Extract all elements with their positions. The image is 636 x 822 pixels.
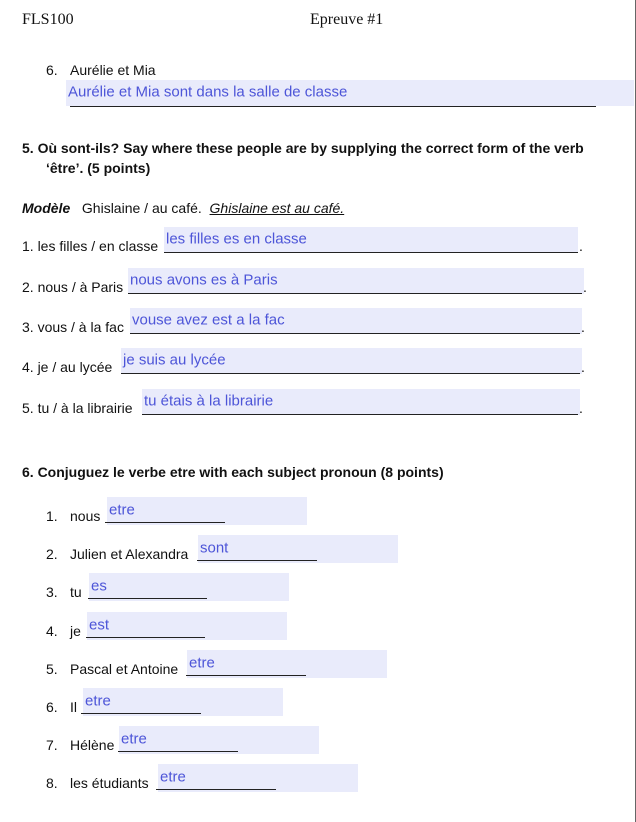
model-row xyxy=(22,200,344,216)
s5-item-4-answer: je suis au lycée xyxy=(123,351,226,369)
s5-item-2-answer: nous avons es à Paris xyxy=(130,271,278,289)
s5-item-5-answer: tu étais à la librairie xyxy=(144,392,274,410)
s6-item-1-answer-field[interactable] xyxy=(107,497,307,525)
s5-item-2-underline xyxy=(128,293,582,294)
s6-item-7-answer: etre xyxy=(121,730,147,748)
s5-item-4-prompt: 4. je / au lycée xyxy=(22,359,113,375)
s6-item-8-subject: les étudiants xyxy=(70,775,149,791)
q6-number: 6. xyxy=(46,62,58,78)
section5-heading-line2: ‘être’. (5 points) xyxy=(46,160,151,176)
s6-item-5-answer-field[interactable] xyxy=(187,650,387,678)
s6-item-1-number: 1. xyxy=(46,508,58,524)
s6-item-7-number: 7. xyxy=(46,737,58,753)
s5-item-2-period: . xyxy=(583,279,587,295)
section6-heading: 6. Conjuguez le verbe etre with each subject pronoun (8 points) xyxy=(22,464,444,480)
section5-heading: 5. Où sont-ils? Say where these people are by supplying the correct form of the verb xyxy=(22,140,584,156)
s6-item-3-number: 3. xyxy=(46,584,58,600)
q6-answer-field[interactable] xyxy=(66,80,634,106)
s6-item-4-answer: est xyxy=(89,616,110,634)
s5-item-4-underline xyxy=(121,373,580,374)
q6-prompt: Aurélie et Mia xyxy=(70,62,156,78)
s6-item-5-answer: etre xyxy=(189,654,215,672)
s5-item-3-underline xyxy=(130,333,580,334)
s5-item-5-prompt: 5. tu / à la librairie xyxy=(22,400,133,416)
q6-underline xyxy=(70,106,596,107)
s5-item-1-prompt: 1. les filles / en classe xyxy=(22,238,159,254)
q6-answer-value: Aurélie et Mia sont dans la salle de classe xyxy=(68,83,348,101)
s6-item-6-answer: etre xyxy=(85,692,111,710)
s6-item-4-number: 4. xyxy=(46,623,58,639)
s5-item-4-answer-field[interactable] xyxy=(121,348,582,374)
model-answer: Ghislaine est au café. xyxy=(209,200,345,216)
s6-item-6-subject: Il xyxy=(70,699,77,715)
s6-item-8-number: 8. xyxy=(46,775,58,791)
s6-item-8-underline xyxy=(156,789,276,790)
s5-item-2-prompt: 2. nous / à Paris xyxy=(22,279,124,295)
s6-item-2-answer-field[interactable] xyxy=(198,535,398,563)
s6-item-5-underline xyxy=(186,675,306,676)
s5-item-1-period: . xyxy=(579,238,583,254)
s6-item-5-number: 5. xyxy=(46,661,58,677)
s6-item-6-underline xyxy=(81,713,201,714)
s5-item-3-prompt: 3. vous / à la fac xyxy=(22,319,124,335)
s6-item-3-subject: tu xyxy=(70,584,82,600)
s5-item-3-period: . xyxy=(581,319,585,335)
s5-item-3-answer: vouse avez est a la fac xyxy=(132,311,285,329)
s6-item-3-underline xyxy=(88,598,207,599)
s6-item-7-answer-field[interactable] xyxy=(119,726,319,754)
s6-item-4-underline xyxy=(86,637,205,638)
s6-item-8-answer-field[interactable] xyxy=(158,764,358,792)
s6-item-1-subject: nous xyxy=(70,508,101,524)
s5-item-1-underline xyxy=(164,252,578,253)
exam-title: Epreuve #1 xyxy=(310,11,384,28)
s6-item-7-subject: Hélène xyxy=(70,737,115,753)
s5-item-5-underline xyxy=(142,414,578,415)
s5-item-4-period: . xyxy=(581,359,585,375)
s6-item-4-answer-field[interactable] xyxy=(87,612,287,640)
s6-item-3-answer-field[interactable] xyxy=(89,573,289,601)
s6-item-8-answer: etre xyxy=(160,768,186,786)
s6-item-7-underline xyxy=(118,751,238,752)
model-prompt: Ghislaine / au café. xyxy=(81,200,202,216)
s6-item-1-answer: etre xyxy=(109,501,135,519)
s5-item-5-answer-field[interactable] xyxy=(142,389,580,415)
s6-item-6-answer-field[interactable] xyxy=(83,688,283,716)
s6-item-1-underline xyxy=(105,522,225,523)
course-code: FLS100 xyxy=(22,11,74,28)
s6-item-2-answer: sont xyxy=(200,539,229,557)
s5-item-1-answer: les filles es en classe xyxy=(166,230,307,248)
s6-item-2-subject: Julien et Alexandra xyxy=(70,546,189,562)
s6-item-6-number: 6. xyxy=(46,699,58,715)
s5-item-3-answer-field[interactable] xyxy=(130,308,582,334)
s6-item-2-underline xyxy=(197,560,317,561)
s5-item-5-period: . xyxy=(579,400,583,416)
s6-item-4-subject: je xyxy=(70,623,81,639)
s6-item-2-number: 2. xyxy=(46,546,58,562)
s6-item-5-subject: Pascal et Antoine xyxy=(70,661,179,677)
model-label: Modèle xyxy=(22,200,71,216)
s6-item-3-answer: es xyxy=(91,577,107,595)
s5-item-2-answer-field[interactable] xyxy=(128,268,584,294)
s5-item-1-answer-field[interactable] xyxy=(164,227,578,253)
